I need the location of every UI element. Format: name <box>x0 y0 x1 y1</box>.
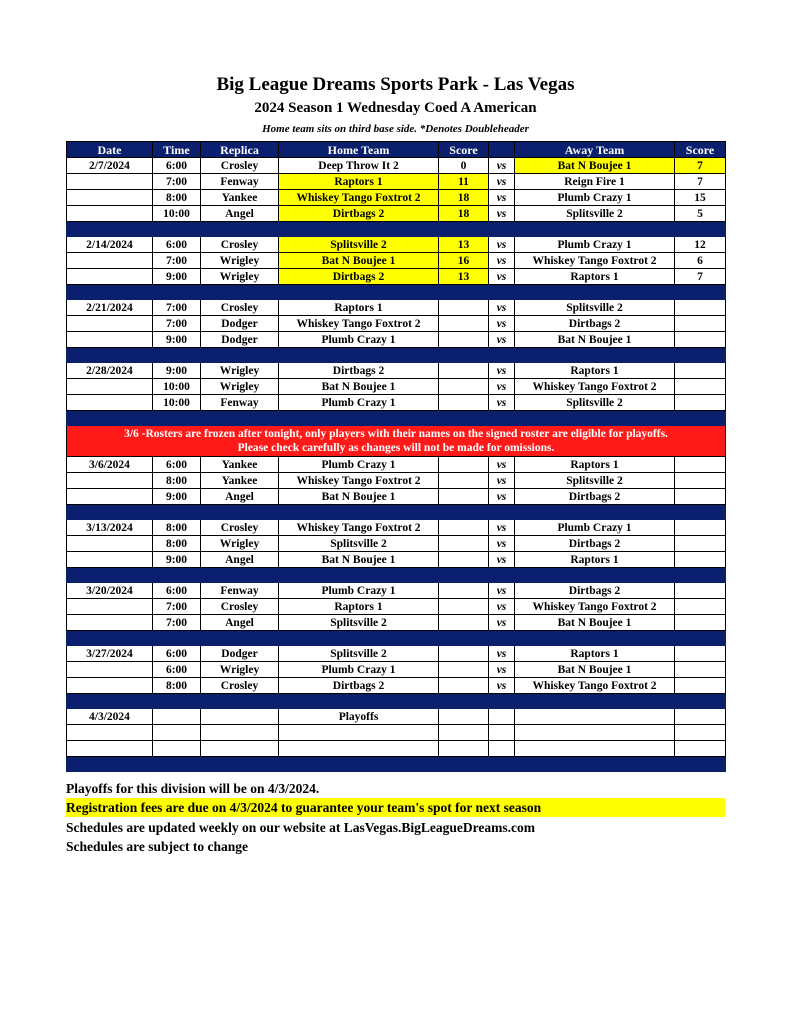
footer-registration-note: Registration fees are due on 4/3/2024 to guarantee your team's spot for next season <box>66 798 725 817</box>
game-row <box>67 473 726 489</box>
away-team: Reign Fire 1 <box>515 174 675 190</box>
game-time: 7:00 <box>153 174 201 190</box>
game-time: 7:00 <box>153 599 201 615</box>
game-time: 10:00 <box>153 206 201 222</box>
away-team: Splitsville 2 <box>515 473 675 489</box>
home-score: 0 <box>439 158 489 174</box>
away-team: Dirtbags 2 <box>515 316 675 332</box>
away-score: 12 <box>675 237 726 253</box>
away-score: 6 <box>675 253 726 269</box>
away-team: Bat N Boujee 1 <box>515 662 675 678</box>
home-team: Deep Throw It 2 <box>279 158 439 174</box>
vs-label: vs <box>489 253 515 269</box>
column-header-time: Time <box>153 142 201 158</box>
separator-cell <box>67 285 726 300</box>
away-team: Whiskey Tango Foxtrot 2 <box>515 599 675 615</box>
home-score <box>439 599 489 615</box>
game-row <box>67 300 726 316</box>
game-date <box>67 489 153 505</box>
away-team: Dirtbags 2 <box>515 583 675 599</box>
game-row <box>67 457 726 473</box>
home-team: Plumb Crazy 1 <box>279 583 439 599</box>
game-time: 6:00 <box>153 662 201 678</box>
vs-label: vs <box>489 615 515 631</box>
game-time <box>153 709 201 725</box>
game-replica: Yankee <box>201 190 279 206</box>
game-replica: Yankee <box>201 473 279 489</box>
home-team: Dirtbags 2 <box>279 269 439 285</box>
game-row <box>67 158 726 174</box>
away-team: Raptors 1 <box>515 552 675 568</box>
home-team: Splitsville 2 <box>279 237 439 253</box>
game-time: 7:00 <box>153 316 201 332</box>
game-replica: Wrigley <box>201 253 279 269</box>
game-row <box>67 316 726 332</box>
vs-label: vs <box>489 473 515 489</box>
away-score <box>675 552 726 568</box>
home-team: Plumb Crazy 1 <box>279 662 439 678</box>
away-team: Dirtbags 2 <box>515 489 675 505</box>
vs-label: vs <box>489 662 515 678</box>
away-team: Whiskey Tango Foxtrot 2 <box>515 678 675 694</box>
game-time: 9:00 <box>153 489 201 505</box>
game-time: 6:00 <box>153 158 201 174</box>
game-date: 3/13/2024 <box>67 520 153 536</box>
game-date <box>67 316 153 332</box>
game-date: 4/3/2024 <box>67 709 153 725</box>
away-score <box>675 709 726 725</box>
blank-cell <box>675 741 726 757</box>
home-team: Whiskey Tango Foxtrot 2 <box>279 316 439 332</box>
game-row <box>67 536 726 552</box>
game-replica: Wrigley <box>201 536 279 552</box>
vs-label: vs <box>489 174 515 190</box>
away-team: Plumb Crazy 1 <box>515 190 675 206</box>
game-date <box>67 190 153 206</box>
blank-cell <box>515 741 675 757</box>
vs-label: vs <box>489 536 515 552</box>
vs-label: vs <box>489 206 515 222</box>
game-replica: Crosley <box>201 237 279 253</box>
blank-cell <box>439 725 489 741</box>
home-score: 18 <box>439 206 489 222</box>
game-replica: Wrigley <box>201 269 279 285</box>
home-score <box>439 615 489 631</box>
game-replica: Angel <box>201 206 279 222</box>
game-replica: Crosley <box>201 678 279 694</box>
game-time: 7:00 <box>153 300 201 316</box>
game-row <box>67 253 726 269</box>
game-date: 3/6/2024 <box>67 457 153 473</box>
game-date <box>67 599 153 615</box>
home-team: Plumb Crazy 1 <box>279 332 439 348</box>
home-team: Raptors 1 <box>279 174 439 190</box>
home-score: 16 <box>439 253 489 269</box>
away-team: Dirtbags 2 <box>515 536 675 552</box>
week-separator-row <box>67 568 726 583</box>
game-date <box>67 269 153 285</box>
separator-cell <box>67 757 726 772</box>
game-row <box>67 190 726 206</box>
vs-label: vs <box>489 457 515 473</box>
game-row <box>67 583 726 599</box>
game-row <box>67 662 726 678</box>
game-date <box>67 473 153 489</box>
vs-label: vs <box>489 395 515 411</box>
game-date <box>67 206 153 222</box>
vs-label: vs <box>489 678 515 694</box>
away-team: Splitsville 2 <box>515 395 675 411</box>
blank-cell <box>675 725 726 741</box>
notice-line-1: 3/6 -Rosters are frozen after tonight, only players with their names on the signed roster are eligible for playoffs. <box>124 428 668 440</box>
home-team: Whiskey Tango Foxtrot 2 <box>279 473 439 489</box>
game-time: 9:00 <box>153 332 201 348</box>
blank-row <box>67 741 726 757</box>
game-time: 8:00 <box>153 678 201 694</box>
home-team: Splitsville 2 <box>279 615 439 631</box>
blank-cell <box>279 741 439 757</box>
game-row <box>67 174 726 190</box>
home-score <box>439 363 489 379</box>
game-date: 2/28/2024 <box>67 363 153 379</box>
home-score <box>439 489 489 505</box>
game-replica: Crosley <box>201 520 279 536</box>
week-separator-row <box>67 694 726 709</box>
vs-label: vs <box>489 379 515 395</box>
home-team: Raptors 1 <box>279 599 439 615</box>
footer-playoffs-note: Playoffs for this division will be on 4/3/2024. <box>66 781 320 796</box>
game-row <box>67 615 726 631</box>
game-time: 6:00 <box>153 646 201 662</box>
home-score <box>439 552 489 568</box>
game-time: 8:00 <box>153 536 201 552</box>
vs-label: vs <box>489 520 515 536</box>
home-team: Plumb Crazy 1 <box>279 395 439 411</box>
home-score <box>439 536 489 552</box>
home-team: Plumb Crazy 1 <box>279 457 439 473</box>
schedule-table <box>66 141 726 772</box>
week-separator-row <box>67 631 726 646</box>
roster-notice <box>67 426 726 457</box>
away-score <box>675 395 726 411</box>
away-team: Bat N Boujee 1 <box>515 332 675 348</box>
away-team: Raptors 1 <box>515 269 675 285</box>
game-replica: Angel <box>201 489 279 505</box>
blank-cell <box>153 725 201 741</box>
home-score <box>439 379 489 395</box>
home-team: Raptors 1 <box>279 300 439 316</box>
away-team: Splitsville 2 <box>515 300 675 316</box>
notice-line-2: Please check carefully as changes will not be made for omissions. <box>237 442 555 454</box>
away-score <box>675 646 726 662</box>
away-score: 7 <box>675 174 726 190</box>
away-score <box>675 583 726 599</box>
game-row <box>67 646 726 662</box>
blank-cell <box>153 741 201 757</box>
home-score: 13 <box>439 237 489 253</box>
game-replica: Dodger <box>201 332 279 348</box>
separator-cell <box>67 411 726 426</box>
home-team: Playoffs <box>279 709 439 725</box>
home-score <box>439 316 489 332</box>
home-score <box>439 332 489 348</box>
away-team: Raptors 1 <box>515 457 675 473</box>
game-time: 10:00 <box>153 395 201 411</box>
game-replica: Fenway <box>201 583 279 599</box>
blank-cell <box>515 725 675 741</box>
game-replica: Crosley <box>201 158 279 174</box>
away-team: Whiskey Tango Foxtrot 2 <box>515 379 675 395</box>
game-date: 2/21/2024 <box>67 300 153 316</box>
game-time: 6:00 <box>153 583 201 599</box>
game-row <box>67 552 726 568</box>
home-score <box>439 395 489 411</box>
vs-label: vs <box>489 583 515 599</box>
game-time: 9:00 <box>153 363 201 379</box>
week-separator-row <box>67 222 726 237</box>
column-header-replica: Replica <box>201 142 279 158</box>
home-score <box>439 583 489 599</box>
week-separator-row <box>67 411 726 426</box>
away-score <box>675 473 726 489</box>
vs-label: vs <box>489 300 515 316</box>
week-separator-row <box>67 348 726 363</box>
week-separator-row <box>67 285 726 300</box>
blank-cell <box>67 741 153 757</box>
away-score <box>675 520 726 536</box>
game-date: 3/20/2024 <box>67 583 153 599</box>
home-score: 11 <box>439 174 489 190</box>
week-separator-row <box>67 505 726 520</box>
game-date <box>67 174 153 190</box>
game-date <box>67 662 153 678</box>
away-score <box>675 379 726 395</box>
game-time: 8:00 <box>153 473 201 489</box>
vs-label: vs <box>489 363 515 379</box>
away-team: Splitsville 2 <box>515 206 675 222</box>
separator-cell <box>67 568 726 583</box>
blank-cell <box>489 741 515 757</box>
vs-label: vs <box>489 316 515 332</box>
home-team: Bat N Boujee 1 <box>279 489 439 505</box>
game-date <box>67 536 153 552</box>
away-score: 5 <box>675 206 726 222</box>
game-date <box>67 253 153 269</box>
home-score <box>439 678 489 694</box>
table-header-row <box>67 142 726 158</box>
game-replica: Crosley <box>201 300 279 316</box>
away-score: 7 <box>675 158 726 174</box>
game-row <box>67 395 726 411</box>
vs-label: vs <box>489 158 515 174</box>
game-time: 6:00 <box>153 457 201 473</box>
separator-cell <box>67 348 726 363</box>
game-replica: Fenway <box>201 174 279 190</box>
footer-change-note: Schedules are subject to change <box>66 839 248 854</box>
game-date: 2/7/2024 <box>67 158 153 174</box>
home-team: Splitsville 2 <box>279 646 439 662</box>
column-header-away-team: Away Team <box>515 142 675 158</box>
home-team: Splitsville 2 <box>279 536 439 552</box>
home-team: Bat N Boujee 1 <box>279 552 439 568</box>
home-score <box>439 457 489 473</box>
away-team: Raptors 1 <box>515 363 675 379</box>
home-score <box>439 520 489 536</box>
game-time: 9:00 <box>153 269 201 285</box>
separator-cell <box>67 222 726 237</box>
game-date <box>67 615 153 631</box>
away-team: Plumb Crazy 1 <box>515 237 675 253</box>
vs-label: vs <box>489 269 515 285</box>
game-row <box>67 678 726 694</box>
home-team: Bat N Boujee 1 <box>279 253 439 269</box>
game-row <box>67 520 726 536</box>
home-team: Whiskey Tango Foxtrot 2 <box>279 520 439 536</box>
home-score <box>439 473 489 489</box>
away-score <box>675 457 726 473</box>
column-header-vs <box>489 142 515 158</box>
playoff-row <box>67 709 726 725</box>
game-row <box>67 363 726 379</box>
away-team: Bat N Boujee 1 <box>515 158 675 174</box>
game-replica: Wrigley <box>201 363 279 379</box>
blank-cell <box>489 725 515 741</box>
game-date <box>67 332 153 348</box>
game-date: 3/27/2024 <box>67 646 153 662</box>
footer-website-note: Schedules are updated weekly on our website at LasVegas.BigLeagueDreams.com <box>66 820 536 835</box>
game-time: 10:00 <box>153 379 201 395</box>
game-row <box>67 206 726 222</box>
home-score <box>439 300 489 316</box>
vs-label: vs <box>489 237 515 253</box>
vs-label: vs <box>489 489 515 505</box>
away-score: 7 <box>675 269 726 285</box>
game-replica: Crosley <box>201 599 279 615</box>
home-score <box>439 662 489 678</box>
game-row <box>67 599 726 615</box>
vs-label: vs <box>489 552 515 568</box>
game-time: 6:00 <box>153 237 201 253</box>
column-header-away-score: Score <box>675 142 726 158</box>
away-score <box>675 316 726 332</box>
game-date <box>67 678 153 694</box>
separator-cell <box>67 694 726 709</box>
away-score <box>675 536 726 552</box>
blank-cell <box>67 725 153 741</box>
column-header-home-score: Score <box>439 142 489 158</box>
blank-cell <box>201 741 279 757</box>
game-replica <box>201 709 279 725</box>
game-time: 9:00 <box>153 552 201 568</box>
game-date: 2/14/2024 <box>67 237 153 253</box>
home-score <box>439 646 489 662</box>
game-row <box>67 489 726 505</box>
blank-cell <box>279 725 439 741</box>
away-team <box>515 709 675 725</box>
home-team: Whiskey Tango Foxtrot 2 <box>279 190 439 206</box>
column-header-date: Date <box>67 142 153 158</box>
away-team: Bat N Boujee 1 <box>515 615 675 631</box>
away-score <box>675 678 726 694</box>
separator-cell <box>67 631 726 646</box>
away-score <box>675 300 726 316</box>
game-row <box>67 269 726 285</box>
away-team: Plumb Crazy 1 <box>515 520 675 536</box>
away-team: Whiskey Tango Foxtrot 2 <box>515 253 675 269</box>
away-score <box>675 615 726 631</box>
vs-label <box>489 709 515 725</box>
away-score <box>675 363 726 379</box>
game-row <box>67 332 726 348</box>
game-date <box>67 552 153 568</box>
game-replica: Dodger <box>201 316 279 332</box>
page-title: Big League Dreams Sports Park - Las Vegas <box>216 74 575 95</box>
game-replica: Dodger <box>201 646 279 662</box>
game-row <box>67 237 726 253</box>
blank-cell <box>439 741 489 757</box>
game-replica: Wrigley <box>201 379 279 395</box>
home-team: Bat N Boujee 1 <box>279 379 439 395</box>
home-score: 18 <box>439 190 489 206</box>
schedule-body <box>67 158 726 772</box>
vs-label: vs <box>489 599 515 615</box>
blank-row <box>67 725 726 741</box>
game-time: 7:00 <box>153 615 201 631</box>
game-time: 8:00 <box>153 190 201 206</box>
game-replica: Wrigley <box>201 662 279 678</box>
game-replica: Angel <box>201 615 279 631</box>
home-team: Dirtbags 2 <box>279 678 439 694</box>
away-score <box>675 332 726 348</box>
page-subtitle: 2024 Season 1 Wednesday Coed A American <box>254 100 537 116</box>
game-replica: Yankee <box>201 457 279 473</box>
game-date <box>67 395 153 411</box>
schedule-note: Home team sits on third base side. *Denotes Doubleheader <box>262 123 529 135</box>
vs-label: vs <box>489 332 515 348</box>
home-score <box>439 709 489 725</box>
vs-label: vs <box>489 190 515 206</box>
away-score <box>675 599 726 615</box>
game-time: 7:00 <box>153 253 201 269</box>
away-score <box>675 489 726 505</box>
home-score: 13 <box>439 269 489 285</box>
game-row <box>67 379 726 395</box>
home-team: Dirtbags 2 <box>279 206 439 222</box>
home-team: Dirtbags 2 <box>279 363 439 379</box>
week-separator-row <box>67 757 726 772</box>
game-time: 8:00 <box>153 520 201 536</box>
separator-cell <box>67 505 726 520</box>
game-replica: Fenway <box>201 395 279 411</box>
blank-cell <box>201 725 279 741</box>
vs-label: vs <box>489 646 515 662</box>
away-score: 15 <box>675 190 726 206</box>
away-team: Raptors 1 <box>515 646 675 662</box>
game-replica: Angel <box>201 552 279 568</box>
away-score <box>675 662 726 678</box>
column-header-home-team: Home Team <box>279 142 439 158</box>
roster-notice-row <box>67 426 726 457</box>
game-date <box>67 379 153 395</box>
